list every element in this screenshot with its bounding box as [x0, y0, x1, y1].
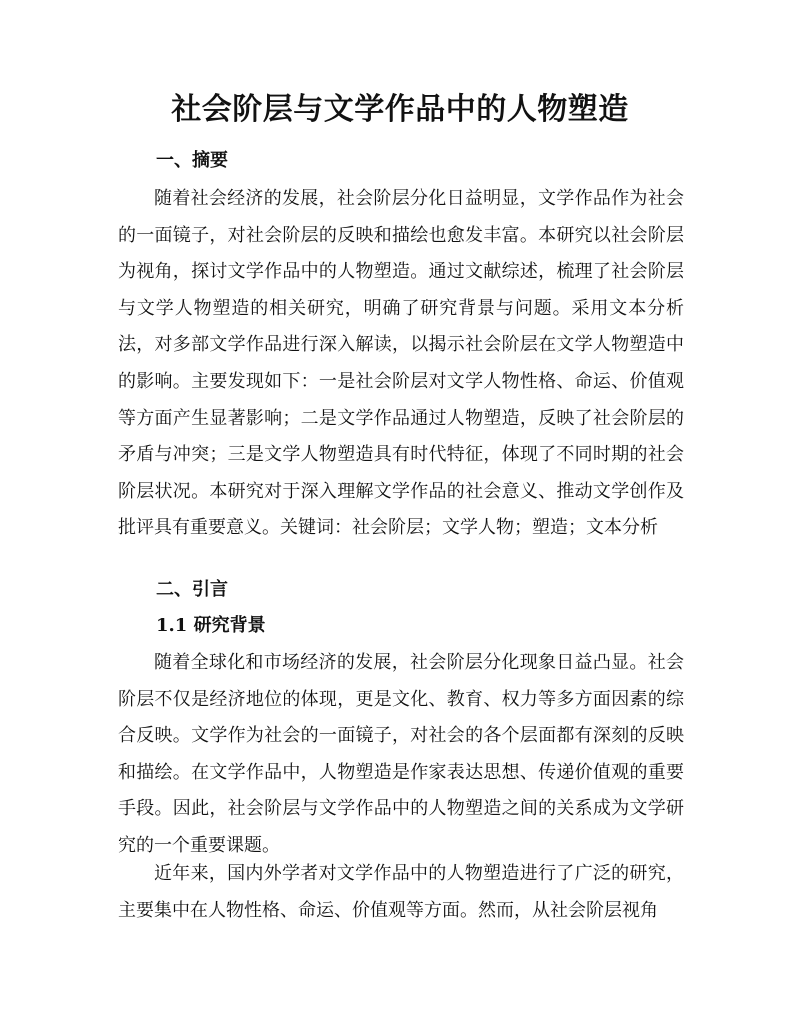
background-paragraph-1: 随着全球化和市场经济的发展，社会阶层分化现象日益凸显。社会阶层不仅是经济地位的体现，更是文化、教育、权力等多方面因素的综合反映。文学作为社会的一面镜子，对社会的各个层面都有深刻的反映和描绘。在文学作品中，人物塑造是作家表达思想、传递价值观的重要手段。因此，社会阶层与文学作品中的人物塑造之间的关系成为文学研究的一个重要课题。 — [118, 652, 684, 856]
document-title: 社会阶层与文学作品中的人物塑造 — [171, 92, 629, 127]
section-heading-abstract: 一、摘要 — [156, 150, 228, 171]
abstract-paragraph: 随着社会经济的发展，社会阶层分化日益明显，文学作品作为社会的一面镜子，对社会阶层的反映和描绘也愈发丰富。本研究以社会阶层为视角，探讨文学作品中的人物塑造。通过文献综述，梳理了社会阶层与文学人物塑造的相关研究，明确了研究背景与问题。采用文本分析法，对多部文学作品进行深入解读，以揭示社会阶层在文学人物塑造中的影响。主要发现如下：一是社会阶层对文学人物性格、命运、价值观等方面产生显著影响；二是文学作品通过人物塑造，反映了社会阶层的矛盾与冲突；三是文学人物塑造具有时代特征，体现了不同时期的社会阶层状况。本研究对于深入理解文学作品的社会意义、推动文学创作及批评具有重要意义。关键词：社会阶层；文学人物；塑造；文本分析 — [118, 188, 684, 539]
subsection-heading-background: 1.1 研究背景 — [156, 615, 266, 636]
background-paragraph-2: 近年来，国内外学者对文学作品中的人物塑造进行了广泛的研究，主要集中在人物性格、命运、价值观等方面。然而，从社会阶层视角 — [118, 863, 684, 921]
section-heading-introduction: 二、引言 — [156, 579, 228, 600]
